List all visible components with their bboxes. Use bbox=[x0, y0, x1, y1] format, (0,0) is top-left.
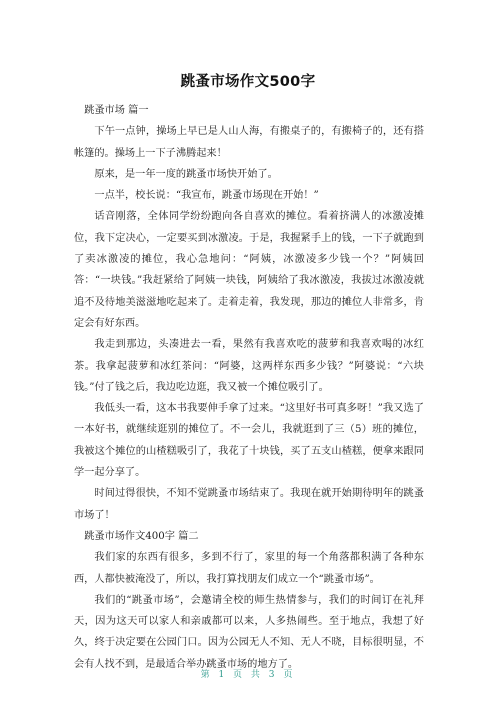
paragraph: 下午一点钟，操场上早已是人山人海，有搬桌子的，有搬椅子的，还有搭帐篷的。操场上一下子沸腾起来！ bbox=[74, 126, 424, 159]
paragraph: 话音刚落，全体同学纷纷跑向各自喜欢的摊位。看着挤满人的冰激凌摊位，我下定决心，一定要买到冰激凌。于是，我握紧手上的钱，一下子就跑到了卖冰激凌的摊位，我心急地问：“阿姨，冰激凌多少钱一个？”阿姨回答：“一块钱。”我赶紧给了阿姨一块钱，阿姨给了我冰激凌，我拔过冰激凌就追不及待地美滋滋地吃起来了。走着走着，我发现，那边的摊位人非常多，肯定会有好东西。 bbox=[74, 211, 424, 329]
document-title: 跳蚤市场作文500字 bbox=[180, 74, 316, 90]
page-number-footer: 第 1 页 共 3 页 bbox=[200, 670, 296, 680]
section-heading: 跳蚤市场 篇一 bbox=[84, 105, 149, 116]
document-body bbox=[74, 100, 424, 675]
paragraph: 时间过得很快，不知不觉跳蚤市场结束了。我现在就开始期待明年的跳蚤市场了！ bbox=[74, 488, 424, 521]
paragraph: 我低头一看，这本书我要伸手拿了过来。“这里好书可真多呀！”我又选了一本好书，就继续逛别的摊位了。不一会儿，我就逛到了三（5）班的摊位，我被这个摊位的山楂糕吸引了，我花了十块钱，买了五支山楂糕，便拿来跟同学一起分享了。 bbox=[74, 403, 424, 479]
paragraph: 我走到那边，头凑进去一看，果然有我喜欢吃的菠萝和我喜欢喝的冰红茶。我拿起菠萝和冰红茶问：“阿婆，这两样东西多少钱？”阿婆说：“六块钱。”付了钱之后，我边吃边逛，我又被一个摊位吸引了。 bbox=[74, 339, 424, 393]
paragraph: 一点半，校长说：“我宣布，跳蚤市场现在开始！” bbox=[94, 190, 319, 202]
section-heading: 跳蚤市场作文400字 篇二 bbox=[84, 530, 199, 542]
paragraph: 我们家的东西有很多，多到不行了，家里的每一个角落都积满了各种东西，人都快被淹没了，所以，我打算找朋友们成立一个“跳蚤市场”。 bbox=[74, 552, 424, 585]
paragraph: 我们的“跳蚤市场”，会邀请全校的师生热情参与，我们的时间订在礼拜天，因为这天可以家人和亲戚都可以来，人多热闹些。至于地点，我想了好久，终于决定要在公园门口。因为公园无人不知、无人不晓，目标很明显，不会有人找不到，是最适合举办跳蚤市场的地方了。 bbox=[74, 594, 424, 670]
paragraph: 原来，是一年一度的跳蚤市场快开始了。 bbox=[94, 168, 278, 180]
